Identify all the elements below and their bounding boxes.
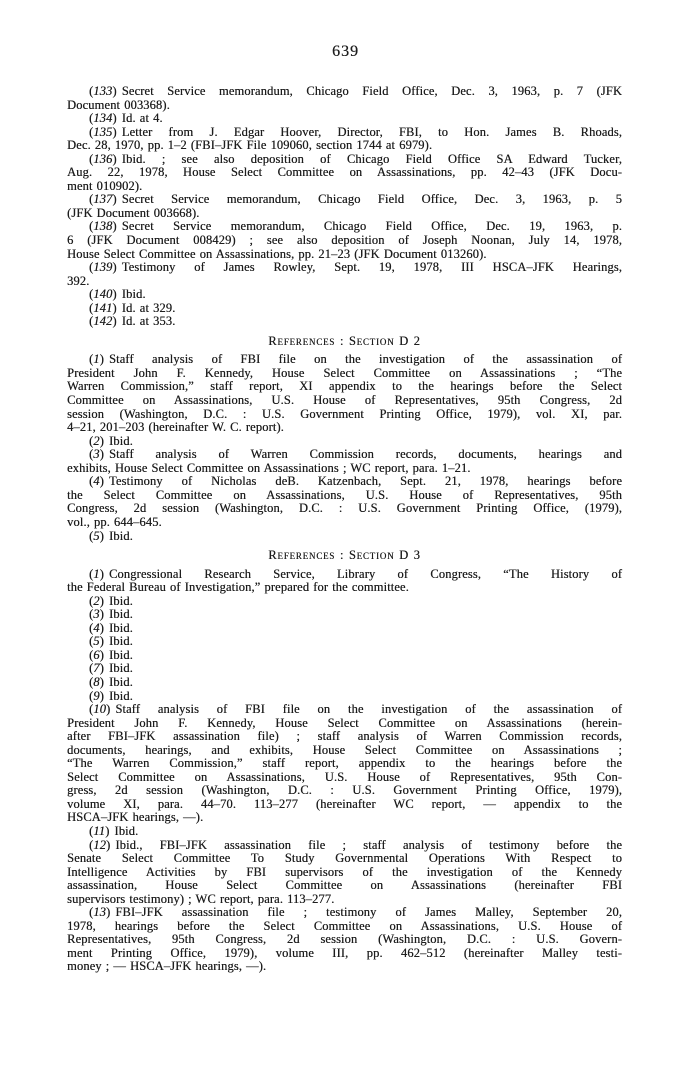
footnote-number: (135) bbox=[89, 124, 117, 139]
footnote-number: (6) bbox=[89, 647, 104, 662]
footnote-line: (5) Ibid. bbox=[89, 528, 133, 543]
text-line: after FBI–JFK assassination file) ; staff analysis of Warren Commission records, bbox=[67, 729, 622, 744]
text-line: Committee on Assassinations, U.S. House of Representatives, 95th Congress, 2d bbox=[67, 393, 622, 408]
footnote-number: (1) bbox=[89, 352, 104, 367]
footnote-number: (2) bbox=[89, 593, 104, 608]
text-line: President John F. Kennedy, House Select Committee on Assassinations (herein- bbox=[67, 715, 622, 730]
footnote-line: (8) Ibid. bbox=[89, 674, 133, 689]
footnote-line: (142) Id. at 353. bbox=[89, 314, 176, 329]
footnote-number: (136) bbox=[89, 151, 117, 166]
text-line: assassination, House Select Committee on Assassinations (hereinafter FBI bbox=[67, 878, 622, 893]
footnote-line: (134) Id. at 4. bbox=[89, 111, 163, 126]
text-line: (JFK Document 003668). bbox=[67, 205, 200, 220]
text-line: Congress, 2d session (Washington, D.C. : U.S. Government Printing Office, (1979), bbox=[67, 501, 622, 516]
footnote-line: (137) Secret Service memorandum, Chicago Field Office, Dec. 3, 1963, p. 5 bbox=[89, 192, 622, 207]
footnote-line: (6) Ibid. bbox=[89, 647, 133, 662]
footnote-line: (135) Letter from J. Edgar Hoover, Director, FBI, to Hon. James B. Rhoads, bbox=[89, 124, 622, 139]
text-line: 1978, hearings before the Select Committee on Assassinations, U.S. House of bbox=[67, 918, 622, 933]
text-line: documents, hearings, and exhibits, House Select Committee on Assassinations ; bbox=[67, 742, 622, 757]
footnote-line: (9) Ibid. bbox=[89, 688, 133, 703]
text-line: Intelligence Activities by FBI supervisors of the investigation of the Kennedy bbox=[67, 864, 622, 879]
text-line: ment 010902). bbox=[67, 178, 143, 193]
text-line: the Select Committee on Assassinations, U.S. House of Representatives, 95th bbox=[67, 487, 622, 502]
footnote-line: (12) Ibid., FBI–JFK assassination file ; staff analysis of testimony before the bbox=[89, 837, 622, 852]
text-line: vol., pp. 644–645. bbox=[67, 514, 162, 529]
text-line: 6 (JFK Document 008429) ; see also deposition of Joseph Noonan, July 14, 1978, bbox=[67, 233, 622, 248]
text-line: Document 003368). bbox=[67, 97, 170, 112]
text-line: President John F. Kennedy, House Select Committee on Assassinations ; “The bbox=[67, 365, 622, 380]
text-line: gress, 2d session (Washington, D.C. : U.S. Government Printing Office, 1979), bbox=[67, 783, 622, 798]
footnote-number: (1) bbox=[89, 566, 104, 581]
text-line: session (Washington, D.C. : U.S. Government Printing Office, 1979), vol. XI, par. bbox=[67, 406, 622, 421]
footnote-line: (2) Ibid. bbox=[89, 433, 133, 448]
footnote-line: (139) Testimony of James Rowley, Sept. 19, 1978, III HSCA–JFK Hearings, bbox=[89, 260, 622, 275]
text-line: exhibits, House Select Committee on Assassinations ; WC report, para. 1–21. bbox=[67, 460, 471, 475]
text-line: “The Warren Commission,” staff report, appendix to the hearings before the bbox=[67, 756, 622, 771]
page-number: 639 bbox=[332, 43, 359, 60]
footnote-number: (133) bbox=[89, 84, 117, 98]
footnote-number: (7) bbox=[89, 661, 104, 676]
text-line: Dec. 28, 1970, pp. 1–2 (FBI–JFK File 109060, section 1744 at 6979). bbox=[67, 138, 433, 153]
footnote-number: (4) bbox=[89, 474, 104, 489]
footnote-number: (2) bbox=[89, 433, 104, 448]
footnote-number: (137) bbox=[89, 192, 117, 207]
text-line: House Select Committee on Assassinations, pp. 21–23 (JFK Document 013260). bbox=[67, 246, 487, 261]
footnote-number: (5) bbox=[89, 528, 104, 543]
footnote-number: (12) bbox=[89, 837, 111, 852]
footnote-number: (5) bbox=[89, 634, 104, 649]
footnote-line: (140) Ibid. bbox=[89, 287, 146, 302]
footnote-number: (13) bbox=[89, 905, 111, 920]
footnote-number: (134) bbox=[89, 111, 117, 126]
text-line: Select Committee on Assassinations, U.S. House of Representatives, 95th Con- bbox=[67, 769, 622, 784]
section-heading: References : Section D 3 bbox=[268, 548, 421, 563]
footnote-line: (141) Id. at 329. bbox=[89, 300, 176, 315]
footnote-line: (4) Testimony of Nicholas deB. Katzenbach, Sept. 21, 1978, hearings before bbox=[89, 474, 622, 489]
text-line: Senate Select Committee To Study Governmental Operations With Respect to bbox=[67, 851, 622, 866]
text-line: 392. bbox=[67, 273, 90, 288]
footnote-number: (140) bbox=[89, 287, 117, 302]
footnote-number: (4) bbox=[89, 620, 104, 635]
footnote-number: (141) bbox=[89, 300, 117, 315]
footnote-number: (138) bbox=[89, 219, 117, 234]
footnote-number: (142) bbox=[89, 314, 117, 329]
section-heading: References : Section D 2 bbox=[268, 333, 421, 348]
text-line: ment Printing Office, 1979), volume III, pp. 462–512 (hereinafter Malley testi- bbox=[67, 945, 622, 960]
footnote-line: (2) Ibid. bbox=[89, 593, 133, 608]
footnote-line: (7) Ibid. bbox=[89, 661, 133, 676]
footnote-number: (9) bbox=[89, 688, 104, 703]
footnote-line: (3) Staff analysis of Warren Commission records, documents, hearings and bbox=[89, 447, 622, 462]
footnote-line: (5) Ibid. bbox=[89, 634, 133, 649]
text-line: money ; — HSCA–JFK hearings, —). bbox=[67, 959, 267, 974]
footnote-line: (136) Ibid. ; see also deposition of Chicago Field Office SA Edward Tucker, bbox=[89, 151, 622, 166]
footnote-number: (3) bbox=[89, 447, 104, 462]
footnote-line: (10) Staff analysis of FBI file on the investigation of the assassination of bbox=[89, 702, 622, 717]
footnote-line: (133) Secret Service memorandum, Chicago Field Office, Dec. 3, 1963, p. 7 (JFK bbox=[89, 84, 622, 98]
footnote-line: (3) Ibid. bbox=[89, 607, 133, 622]
text-line: Warren Commission,” staff report, XI appendix to the hearings before the Select bbox=[67, 379, 622, 394]
footnote-line: (4) Ibid. bbox=[89, 620, 133, 635]
text-line: the Federal Bureau of Investigation,” prepared for the committee. bbox=[67, 580, 409, 595]
footnote-line: (138) Secret Service memorandum, Chicago Field Office, Dec. 19, 1963, p. bbox=[89, 219, 622, 234]
footnote-number: (139) bbox=[89, 260, 117, 275]
footnote-line: (13) FBI–JFK assassination file ; testimony of James Malley, September 20, bbox=[89, 905, 622, 920]
text-line: volume XI, para. 44–70. 113–277 (hereinafter WC report, — appendix to the bbox=[67, 796, 622, 811]
footnote-line: (1) Congressional Research Service, Library of Congress, “The History of bbox=[89, 566, 622, 581]
footnote-number: (8) bbox=[89, 674, 104, 689]
text-line: Aug. 22, 1978, House Select Committee on Assassinations, pp. 42–43 (JFK Docu- bbox=[67, 165, 622, 180]
footnote-number: (3) bbox=[89, 607, 104, 622]
text-line: 4–21, 201–203 (hereinafter W. C. report). bbox=[67, 420, 284, 435]
footnote-line: (1) Staff analysis of FBI file on the investigation of the assassination of bbox=[89, 352, 622, 367]
text-line: supervisors testimony) ; WC report, para. 113–277. bbox=[67, 891, 335, 906]
text-block bbox=[67, 85, 622, 974]
text-line: Representatives, 95th Congress, 2d session (Washington, D.C. : U.S. Govern- bbox=[67, 932, 622, 947]
footnote-number: (10) bbox=[89, 702, 111, 717]
footnote-number: (11) bbox=[89, 823, 110, 838]
footnote-line: (11) Ibid. bbox=[89, 823, 139, 838]
text-line: HSCA–JFK hearings, —). bbox=[67, 810, 204, 825]
